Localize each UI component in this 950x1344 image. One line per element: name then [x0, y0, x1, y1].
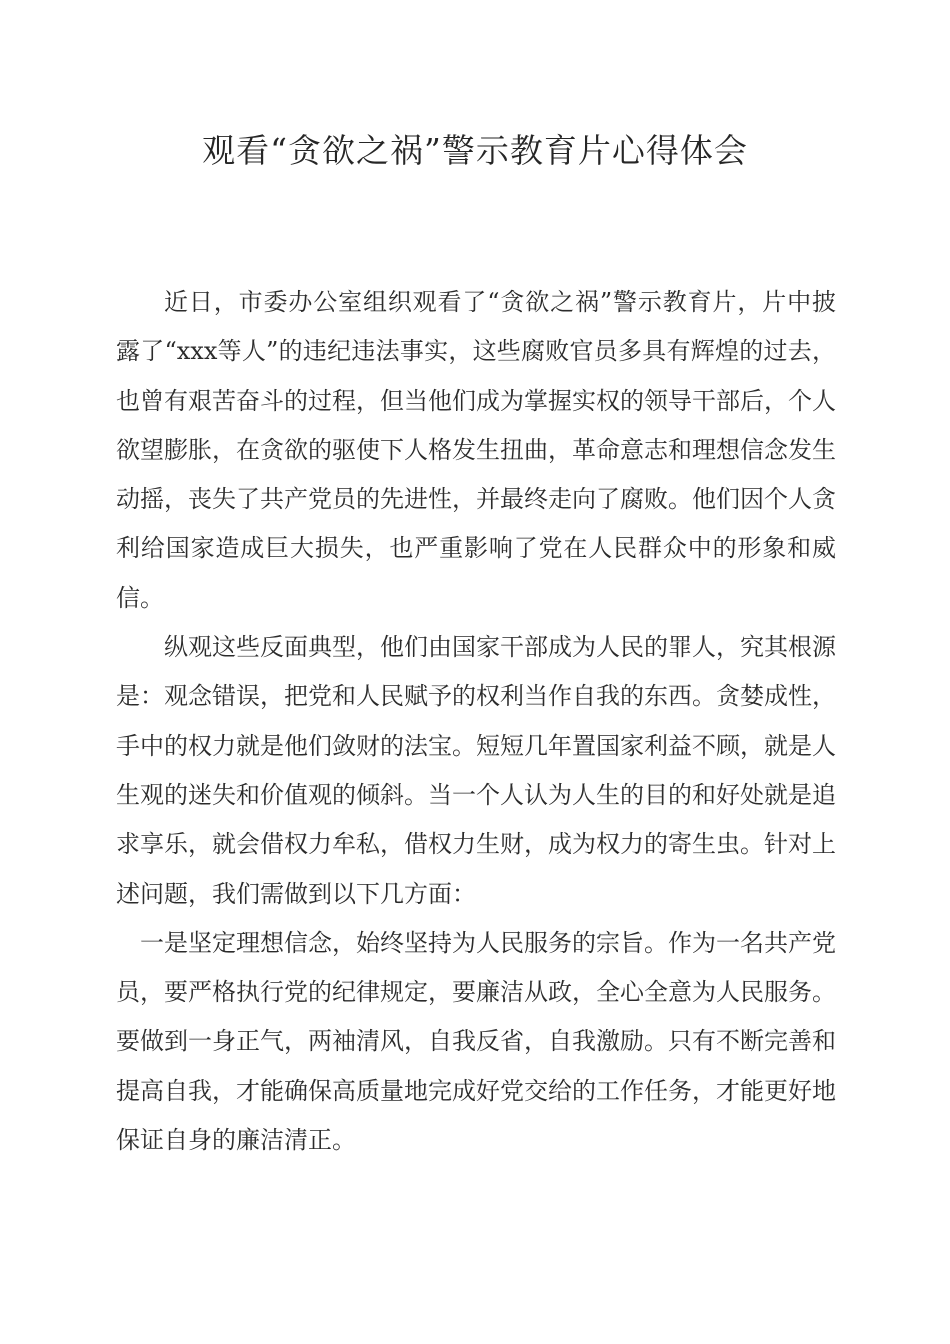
paragraph-1: 近日，市委办公室组织观看了“贪欲之祸”警示教育片，片中披露了“xxx等人”的违纪违法事实，这些腐败官员多具有辉煌的过去，也曾有艰苦奋斗的过程，但当他们成为掌握实权的领导干部后，个人欲望膨胀，在贪欲的驱使下人格发生扭曲，革命意志和理想信念发生动摇，丧失了共产党员的先进性，并最终走向了腐败。他们因个人贪利给国家造成巨大损失，也严重影响了党在人民群众中的形象和威信。 [116, 288, 836, 612]
paragraph-2: 纵观这些反面典型，他们由国家干部成为人民的罪人，究其根源是：观念错误，把党和人民赋予的权利当作自我的东西。贪婪成性，手中的权力就是他们敛财的法宝。短短几年置国家利益不顾，就是人生观的迷失和价值观的倾斜。当一个人认为人生的目的和好处就是追求享乐，就会借权力牟私，借权力生财，成为权力的寄生虫。针对上述问题，我们需做到以下几方面： [116, 633, 836, 908]
document-body [116, 278, 836, 1165]
document-title: 观看“贪欲之祸”警示教育片心得体会 [202, 131, 748, 170]
paragraph-3: 一是坚定理想信念，始终坚持为人民服务的宗旨。作为一名共产党员，要严格执行党的纪律规定，要廉洁从政，全心全意为人民服务。要做到一身正气，两袖清风，自我反省，自我激励。只有不断完善和提高自我，才能确保高质量地完成好党交给的工作任务，才能更好地保证自身的廉洁清正。 [116, 928, 836, 1155]
